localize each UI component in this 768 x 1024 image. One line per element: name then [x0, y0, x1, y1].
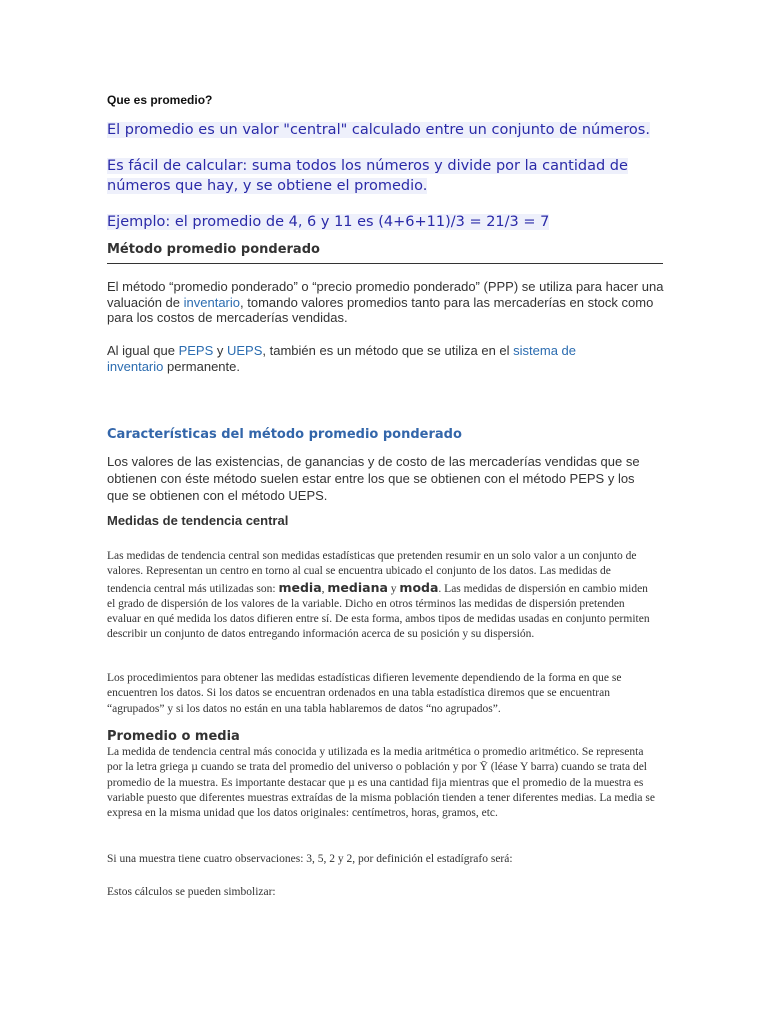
section-heading-ponderado: Método promedio ponderado: [107, 242, 663, 264]
paragraph-ponderado-2: Al igual que PEPS y UEPS, también es un método que se utiliza en el sistema de inventario permanente.: [107, 343, 577, 374]
intro-calculation: Es fácil de calcular: suma todos los números y divide por la cantidad de números que hay, y se obtiene el promedio.: [107, 158, 628, 194]
paragraph-medidas-2: Los procedimientos para obtener las medidas estadísticas difieren levemente dependiendo de la forma en que se encuentren los datos. Si los datos se encuentran ordenados en una tabla estadística diremos que se encuentran “agrupados” y si los datos no están en una tabla hablaremos de datos “no agrupados”.: [107, 672, 622, 715]
link-inventario[interactable]: inventario: [183, 294, 240, 310]
link-sistema-inventario[interactable]: sistema de inventario: [107, 343, 577, 374]
term-mediana: mediana: [327, 579, 388, 595]
link-ueps[interactable]: UEPS: [226, 343, 263, 358]
section-heading-caracteristicas: Características del método promedio ponderado: [107, 427, 462, 442]
term-media: media: [278, 579, 322, 595]
paragraph-media-2: Si una muestra tiene cuatro observaciones: 3, 5, 2 y 2, por definición el estadígrafo será:: [107, 853, 513, 865]
paragraph-medidas-1: Las medidas de tendencia central son medidas estadísticas que pretenden resumir en un solo valor a un conjunto de valores. Representan un centro en torno al cual se encuentra ubicado el conjunto de los datos. Las medidas de tendencia central más utilizadas son: media, mediana y moda. Las medidas de dispersión en cambio miden el grado de dispersión de los valores de la variable. Dicho en otros términos las medidas de dispersión pretenden evaluar en qué medida los datos difieren entre sí. De esta forma, ambos tipos de medidas usadas en conjunto permiten describir un conjunto de datos entregando información acerca de su posición y su dispersión.: [107, 550, 650, 641]
paragraph-caracteristicas: Los valores de las existencias, de ganancias y de costo de las mercaderías vendidas que se obtienen con éste método suelen estar entre los que se obtienen con el método PEPS y los que se obtienen con el método UEPS.: [107, 454, 640, 503]
paragraph-media-3: Estos cálculos se pueden simbolizar:: [107, 886, 276, 898]
section-heading-medidas: Medidas de tendencia central: [107, 513, 289, 528]
intro-definition: El promedio es un valor "central" calculado entre un conjunto de números.: [107, 122, 650, 138]
term-moda: moda: [399, 579, 439, 595]
page-title: Que es promedio?: [107, 93, 213, 107]
intro-example: Ejemplo: el promedio de 4, 6 y 11 es (4+6+11)/3 = 21/3 = 7: [107, 214, 550, 230]
paragraph-ponderado-1: El método “promedio ponderado” o “precio promedio ponderado” (PPP) se utiliza para hacer una valuación de inventario, tomando valores promedios tanto para las mercaderías en stock como para los costos de mercaderías vendidas.: [107, 279, 664, 325]
section-heading-media: Promedio o media: [107, 729, 240, 744]
paragraph-media-1: La medida de tendencia central más conocida y utilizada es la media aritmética o promedio aritmético. Se representa por la letra griega µ cuando se trata del promedio del universo o población y por Ȳ (léase Y barra) cuando se trata del promedio de la muestra. Es importante destacar que µ es una cantidad fija mientras que el promedio de la muestra es variable puesto que diferentes muestras extraídas de la misma población tienden a tener diferentes medias. La media se expresa en la misma unidad que los datos originales: centímetros, horas, gramos, etc.: [107, 746, 655, 820]
link-peps[interactable]: PEPS: [178, 343, 214, 358]
